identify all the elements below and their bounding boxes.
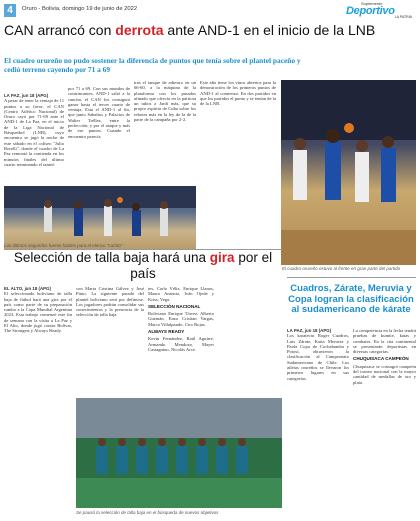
story2-col1 [4,286,72,516]
story1-text: Este año tiene los vinos abiertos para la demostración de los primeros puntos de AND-1 al comienzo. En dos partidos en que los partidos el punto y se tenían de la de la LNB. [200,80,276,107]
story1-col2 [68,86,130,186]
story2-text: El seleccionado boliviano de talla baja de fútbol hará una gira por el país como parte de su preparación rumbo a la Copa Mundial Argentina 2023. Esta trabajo comenzó este fin de semana con la visita a La Paz y El Alto, donde jugó contra Bolívar, The Strongest y Always Ready. [4,291,72,334]
story1-text: A pesar de tener la ventaja de 11 puntos a su favor, el CAN (Centro Atlético Nacional) de Oruro cayó por 71-69 ante el AND-1 de La Paz, en el inicio de la Liga Nacional de Básquetbol (LNB), cuyo encuentro se jugó la noche de este sábado en el coliseo "Julio Borelli", donde el cuadro de La Paz remontó la contienda en los minutos finales del último cuarto terminando el tanteó [4,98,64,167]
story1-col3 [134,80,196,186]
story2-text: con Marta Cristina Gálvez y José Pinto. La siguiente parada del plantel boliviano será por definirse. Los jugadores podrán consolidar sus conocimientos y la presencia de la selección de talla baja. [76,286,144,318]
logo-bottom: LA PATRIA [394,15,412,19]
headline-part: CAN arrancó con [4,22,116,38]
team-photo [76,398,282,508]
story1-subhead: El cuadro orureño no pudo sostener la diferencia de puntos que tenía sobre el plantel paceño y cedió terreno cayendo por 71 a 69 [4,56,301,74]
page-number: 4 [4,4,16,17]
divider [287,277,416,278]
story3-col1 [287,328,349,513]
basketball-photo-small [4,186,196,250]
story3-text: Los karatecas Roger Cuadros, Luis Zárate, Katia Meruvia y Paola Copa de Cochabamba y Potosí, obtuvieron la clasificación al Campeonato Sudamericano de Chile. Los atletas orureños se llevaron los primeros lugares en sus categorías. [287,333,349,381]
photo-caption: Los últimos segundos fueron fatales para el elenco "carrito" [4,243,123,248]
story3-headline: Cuadros, Zárate, Meruvia y Copa logran la clasificación al sudamericano de kárate [288,283,414,315]
headline-part: ante AND-1 en el inicio de la LNB [163,22,376,38]
story2-headline [4,250,282,282]
dateline: Oruro - Bolivia, domingo 19 de junio de 2022 [22,6,138,12]
story2-text: Kevin Fernández, Raúl Aguirre, Armando Mendoza, Mayer Castagnino, Nicolás Arce. [148,336,214,352]
headline-part: Selección de talla baja hará una [13,250,210,265]
headline-part: por el país [130,250,273,281]
section-heading: SELECCIÓN NACIONAL [148,303,201,309]
story1-text: por 71 a 69. Con sus mundos de contrincantes, AND-1 salió a la cancha, el CAN los consiguió ganar hasta el tercer cuarto de ventaja, Esta el AND-1 al fin, que junto Sabaltos y Palacios de Walter Tréllez, entre la perfección, y por el ataque y más de ese puntos. Cuando el encuentro parecía [68,86,130,139]
story1-col4 [200,80,276,266]
page-header [0,0,420,22]
team-illustration [76,398,282,508]
section-heading: CHUQUISACA CAMPEÓN [353,356,409,362]
game-action-illustration [281,80,416,265]
story3-text: Chuquisaca se consagró campeón del torneo nacional con la mayor cantidad de medallas de oro y plata. [353,363,416,385]
story1-headline [4,22,414,39]
story1-dateline: LA PAZ, jun 18 (APG) [4,93,49,98]
basketball-photo-large [281,80,416,265]
story3-text: La competencia en la fecha tendrá pruebas de kumite, katas y combates. En la cita continental se presentarán deportistas en diversas categorías. [353,328,416,355]
headline-highlight: gira [209,250,235,265]
section-heading: ALWAYS READY [148,329,185,335]
story2-text: tes, Carlo Véliz, Enrique Llanos, Mauro Antonio, Iván Ojeda y Kriss, Vega. [148,286,214,302]
logo [346,1,412,19]
logo-top: Suplemento [361,1,383,6]
players-illustration [4,186,196,250]
photo-caption-large: El cuadro orureño estuvo al frente en gran parte del partido [282,266,401,271]
story2-col3 [148,286,214,396]
headline-highlight: derrota [115,22,164,38]
story2-col2 [76,286,144,396]
logo-main: Deportivo [346,5,395,17]
story2-dateline: EL ALTO, jun 18 (APG) [4,286,51,291]
team-photo-caption: Se pausó la selección de talla baja en el búsqueda de nuevos objetivos [76,510,219,515]
story2-text: Boliviano Enrique Tórrez, Alberto Guzmán, Enzo Cristian Vargas, Marco Villalpando, Ciro Rojas. [148,311,214,327]
story1-text: tras el tanque de adiestro en un 66-60, a la máquina de la plataforma con los pasados afinado que ofrecía en la patriota un tubos a Jardi más, que su propio espíritu de Cuba sobre los rebotes más en la ley de la de la parte de la campaña por 2-2. [134,80,196,123]
story3-col2 [353,328,416,513]
story3-dateline: LA PAZ, jun 18 (APG) [287,328,332,333]
